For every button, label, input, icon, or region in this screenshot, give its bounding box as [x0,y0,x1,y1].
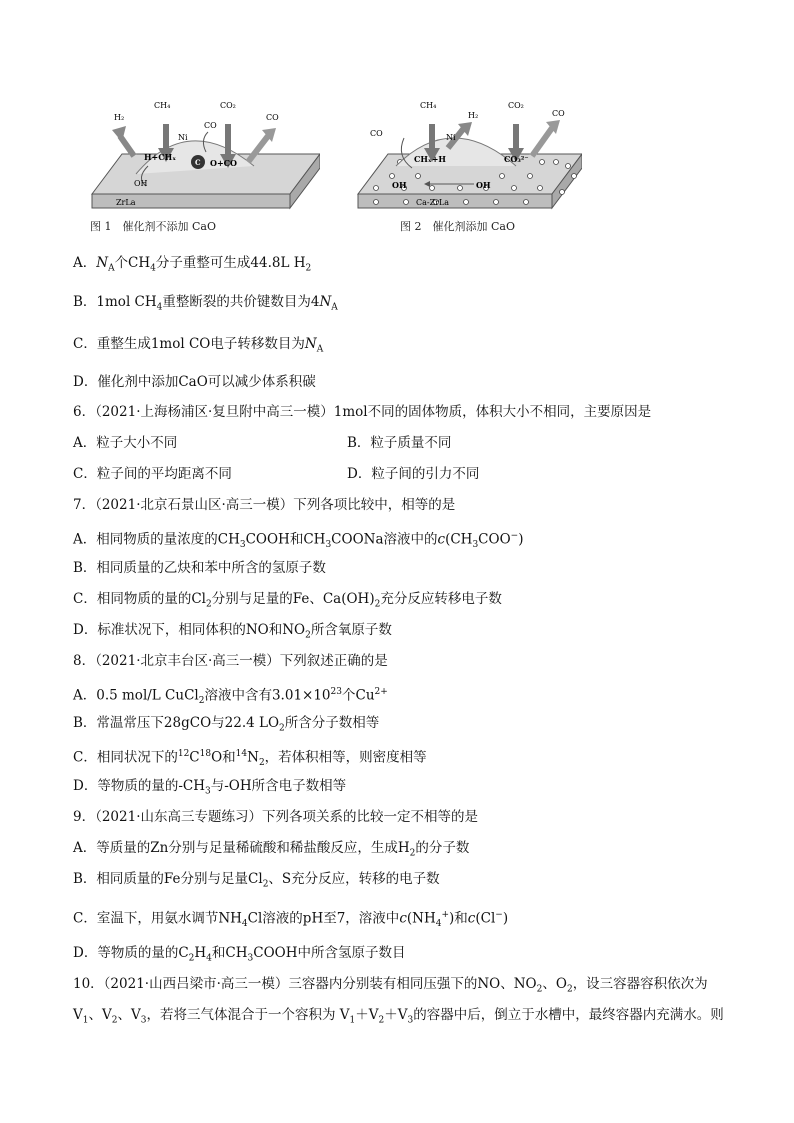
q10-stem-line-2: $V_1$、$V_2$、$V_3$，若将三气体混合于一个容积为 $V_1+V_2+V_3$的容器中后，倒立于水槽中，最终容器内充满水。则 [73,1007,724,1026]
q8-option-a: A．0.5 mol/L CuCl$_2$溶液中含有$3.01\times 10^{23}$个$Cu^{2+}$ [73,687,388,707]
label-co2: CO₂ [220,101,236,110]
q9-option-a: A．等质量的Zn分别与足量稀硫酸和稀盐酸反应，生成$H_2$的分子数 [73,840,470,859]
label-oh-2: OH [476,180,491,190]
label-oh: OH [134,179,148,188]
figure-2-caption: 图 2 催化剂添加 CaO [400,220,515,233]
q7-option-a: A．相同物质的量浓度的$CH_3COOH$和$CH_3COONa$溶液中的$c(CH_3COO^-)$ [73,531,524,551]
q6-option-d: D．粒子间的引力不同 [347,466,480,482]
figure-2 [356,96,582,233]
q8-option-c: C．相同状况下的$^{12}C^{18}O$和$^{14}N_2$，若体积相等，则密度相等 [73,749,427,769]
q9-option-c: C．室温下，用氨水调节$NH_4Cl$溶液的pH至7，溶液中$c(NH_4^+)$和c(Cl−) [73,910,509,930]
q5-option-b: B．1mol $CH_4$重整断裂的共价键数目为$4N_A$ [73,294,338,313]
label-h2: H₂ [468,111,479,120]
q7-option-c: C．相同物质的量的$Cl_2$分别与足量的Fe、$Ca(OH)_2$充分反应转移电子数 [73,591,502,610]
label-oh-1: OH [392,180,407,190]
q10-stem-line-1: 10．（2021·山西吕梁市·高三一模）三容器内分别装有相同压强下的NO、$NO_2$、$O_2$，设三容器容积依次为 [73,976,708,995]
q6-option-a: A．粒子大小不同 [73,435,178,451]
label-co-left: CO [370,129,383,138]
label-ch4: CH₄ [420,101,437,110]
q7-option-b: B．相同质量的乙炔和苯中所含的氢原子数 [73,560,326,576]
q5-option-d: D．催化剂中添加CaO可以减少体系积碳 [73,374,316,390]
catalyst-diagram-1 [88,96,320,218]
q8-option-d: D．等物质的量的$-CH_3$与-OH所含电子数相等 [73,778,347,797]
label-co3: CO₃²⁻ [504,154,529,164]
q7-stem: 7．（2021·北京石景山区·高三一模）下列各项比较中，相等的是 [73,497,456,513]
label-h-chx: H+CHₓ [144,152,176,162]
label-ch4: CH₄ [154,101,171,110]
label-h2: H₂ [114,113,125,122]
q8-option-b: B．常温常压下28gCO与22.4 $LO_2$所含分子数相等 [73,715,380,734]
q9-option-b: B．相同质量的Fe分别与足量$Cl_2$、S充分反应，转移的电子数 [73,871,440,890]
label-ni: Ni [446,133,456,142]
label-chx-h: CHₓ+H [414,154,446,164]
label-carbon: C [195,158,201,167]
q8-stem: 8．（2021·北京丰台区·高三一模）下列叙述正确的是 [73,653,388,669]
label-co2: CO₂ [508,101,524,110]
q9-stem: 9．（2021·山东高三专题练习）下列各项关系的比较一定不相等的是 [73,809,478,825]
figure-1-caption: 图 1 催化剂不添加 CaO [90,220,216,233]
label-o-co: O+CO [210,158,238,168]
figure-1 [88,96,320,233]
label-surface-1: ZrLa [116,198,136,207]
q7-option-d: D．标准状况下，相同体积的NO和$NO_2$所含氧原子数 [73,622,392,641]
label-co: CO [552,109,565,118]
label-ni: Ni [178,133,188,142]
q6-option-b: B．粒子质量不同 [347,435,452,451]
label-co-left: CO [204,121,217,130]
label-co: CO [266,113,279,122]
catalyst-diagram-2 [356,96,582,218]
q6-stem: 6．（2021·上海杨浦区·复旦附中高三一模）1mol不同的固体物质，体积大小不相同，主要原因是 [73,404,652,420]
label-surface-2: Ca-ZrLa [416,198,450,207]
q5-option-a: A．$N_A$个$CH_4$分子重整可生成44.8L $H_2$ [73,255,312,274]
q5-option-c: C．重整生成1mol CO电子转移数目为$N_A$ [73,336,324,355]
q6-option-c: C．粒子间的平均距离不同 [73,466,232,482]
q9-option-d: D．等物质的量的$C_2H_4$和$CH_3COOH$中所含氢原子数目 [73,945,406,964]
